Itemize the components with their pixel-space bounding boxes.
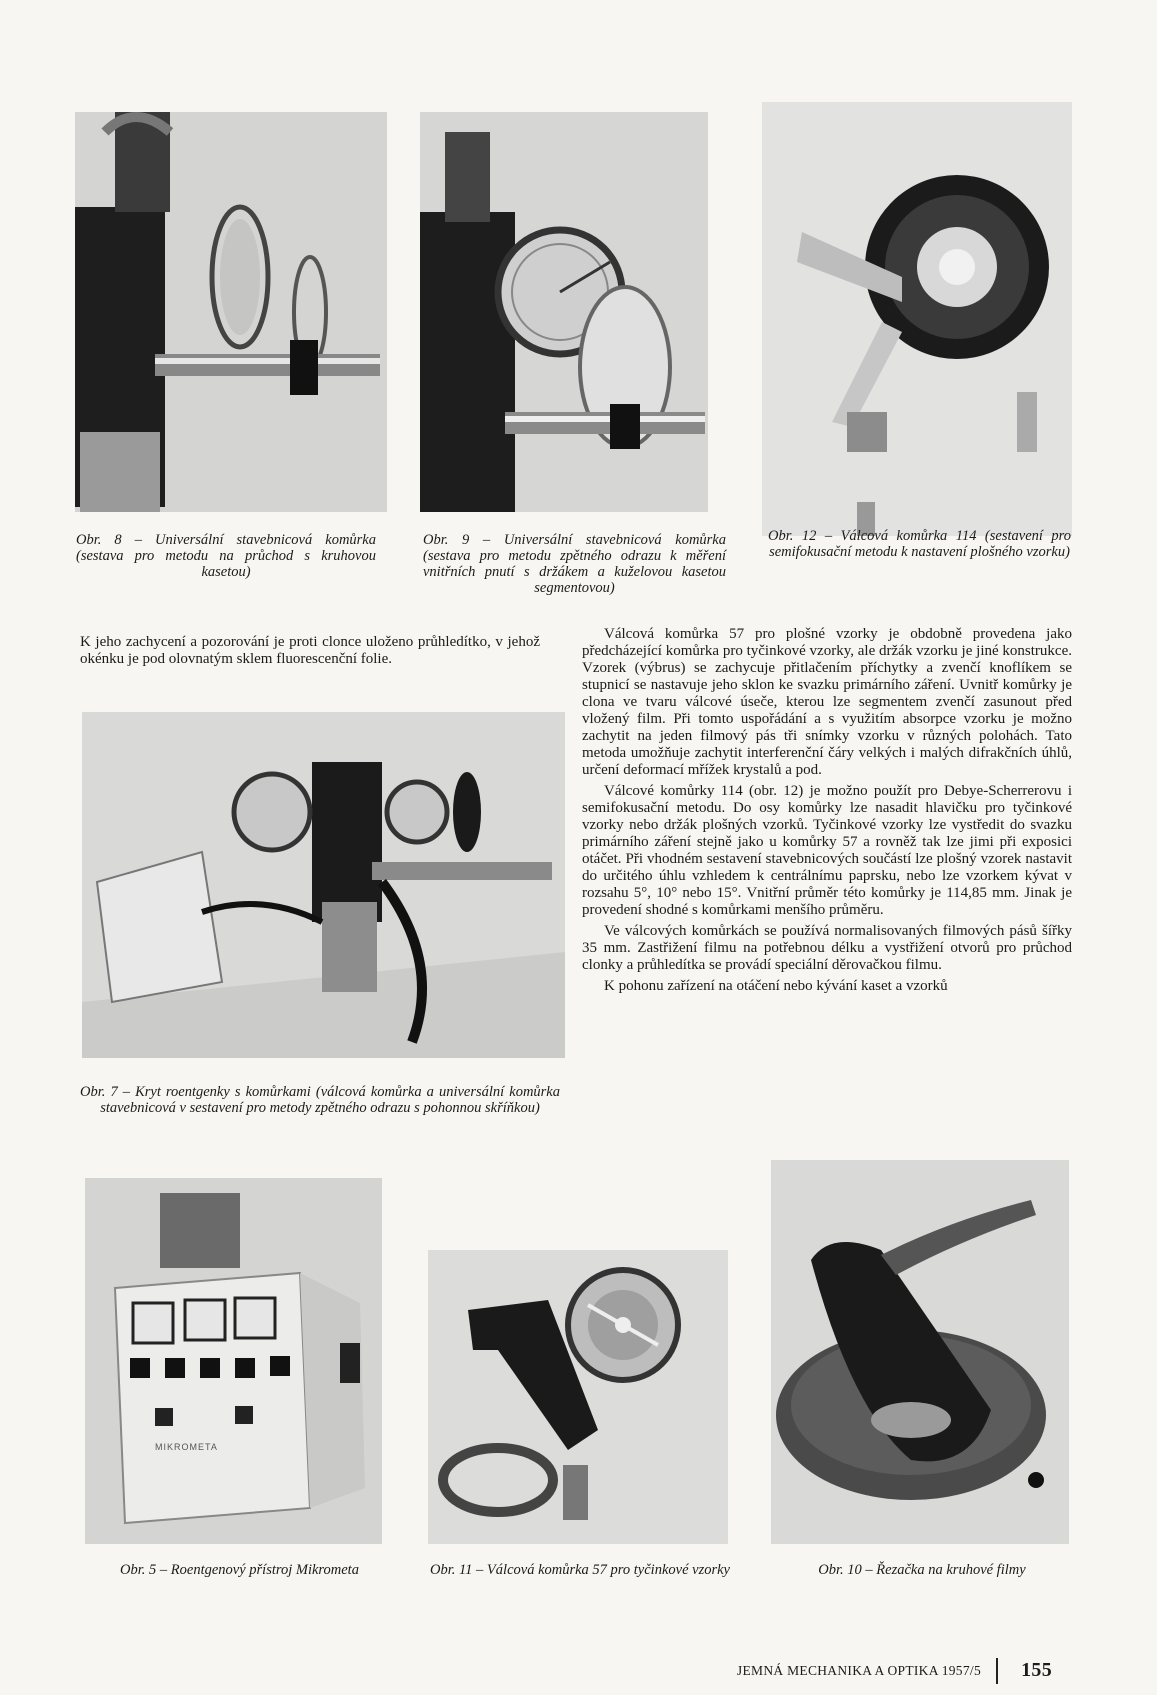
figure-10-photo — [771, 1160, 1069, 1544]
figure-9-photo — [420, 112, 708, 512]
figure-5-caption: Obr. 5 – Roentgenový přístroj Mikrometa — [120, 1562, 359, 1578]
figure-12-caption: Obr. 12 – Válcová komůrka 114 (sestavení pro semifokusační metodu k nastavení plošného vzorku) — [768, 528, 1071, 560]
right-column-text — [582, 626, 1072, 999]
figure-11-photo — [428, 1250, 728, 1544]
figure-12-photo — [762, 102, 1072, 536]
page-number: 155 — [1021, 1659, 1052, 1681]
paragraph: Válcová komůrka 57 pro plošné vzorky je obdobně provedena jako předcházející komůrka pro tyčinkové vzorky, ale držák vzorku je jiné konstrukce. Vzorek (výbrus) se zachycuje přitlačením příchytky a zvenčí knoflíkem se stupnicí se nastavuje jeho sklon ke svazku primárního záření. Uvnitř komůrky je clona ve tvaru válcové úseče, kterou lze segmentem zvenčí zasunout před vložený film. Při tomto uspořádání a s využitím absorpce vzorku je možno zachytit na jeden filmový pás tři snímky vzorku v různých polohách. Tato metoda umožňuje zachytit interferenční čáry velkých i malých difrakčních úhlů, určení deformací mřížek krystalů a pod. — [582, 626, 1072, 778]
footer-separator — [996, 1658, 998, 1684]
figure-10-caption: Obr. 10 – Řezačka na kruhové filmy — [818, 1562, 1026, 1578]
journal-title: JEMNÁ MECHANIKA A OPTIKA 1957/5 — [736, 1663, 981, 1678]
figure-7-caption: Obr. 7 – Kryt roentgenky s komůrkami (válcová komůrka a universální komůrka stavebnicová v sestavení pro metody zpětného odrazu s pohonnou skříňkou) — [80, 1084, 560, 1116]
left-paragraph: K jeho zachycení a pozorování je proti clonce uloženo průhledítko, v jehož okénku je pod olovnatým sklem fluorescenční folie. — [80, 634, 540, 667]
figure-8-caption: Obr. 8 – Universální stavebnicová komůrka (sestava pro metodu na průchod s kruhovou kasetou) — [76, 532, 376, 580]
figure-5-photo — [85, 1178, 382, 1544]
left-column-text — [80, 634, 540, 672]
figure-7-photo — [82, 712, 565, 1058]
figure-8-photo — [75, 112, 387, 512]
paragraph: Ve válcových komůrkách se používá normalisovaných filmových pásů šířky 35 mm. Zastřižení filmu na potřebnou délku a vystřižení otvorů pro průchod clonky a průhledítka se provádí speciální děrovačkou filmu. — [582, 923, 1072, 973]
figure-9-caption: Obr. 9 – Universální stavebnicová komůrka (sestava pro metodu zpětného odrazu k měření vnitřních pnutí s držákem a kuželovou kasetou segmentovou) — [423, 532, 726, 596]
paragraph: K pohonu zařízení na otáčení nebo kývání kaset a vzorků — [604, 978, 948, 994]
figure-11-caption: Obr. 11 – Válcová komůrka 57 pro tyčinkové vzorky — [430, 1562, 730, 1578]
paragraph: Válcové komůrky 114 (obr. 12) je možno použít pro Debye-Scherrerovu i semifokusační metodu. Do osy komůrky lze nasadit hlavičku pro tyčinkové vzorky nebo držák plošných vzorků. Tyčinkové vzorky lze vystředit do svazku primárního záření stejně jako u komůrky 57 a rovněž tak lze jimi při exposici otáčet. Při vhodném sestavení stavebnicových součástí lze plošný vzorek nastavit do určitého úhlu vzhledem k centrálnímu paprsku, nebo lze vzorkem kývat v rozsahu 5°, 10° nebo 15°. Vnitřní průměr této komůrky je 114,85 mm. Jinak je provedení shodné s komůrkami menšího průměru. — [582, 783, 1072, 918]
mikrometa-label: MIKROMETA — [155, 1442, 218, 1452]
page-footer — [726, 1658, 1066, 1684]
